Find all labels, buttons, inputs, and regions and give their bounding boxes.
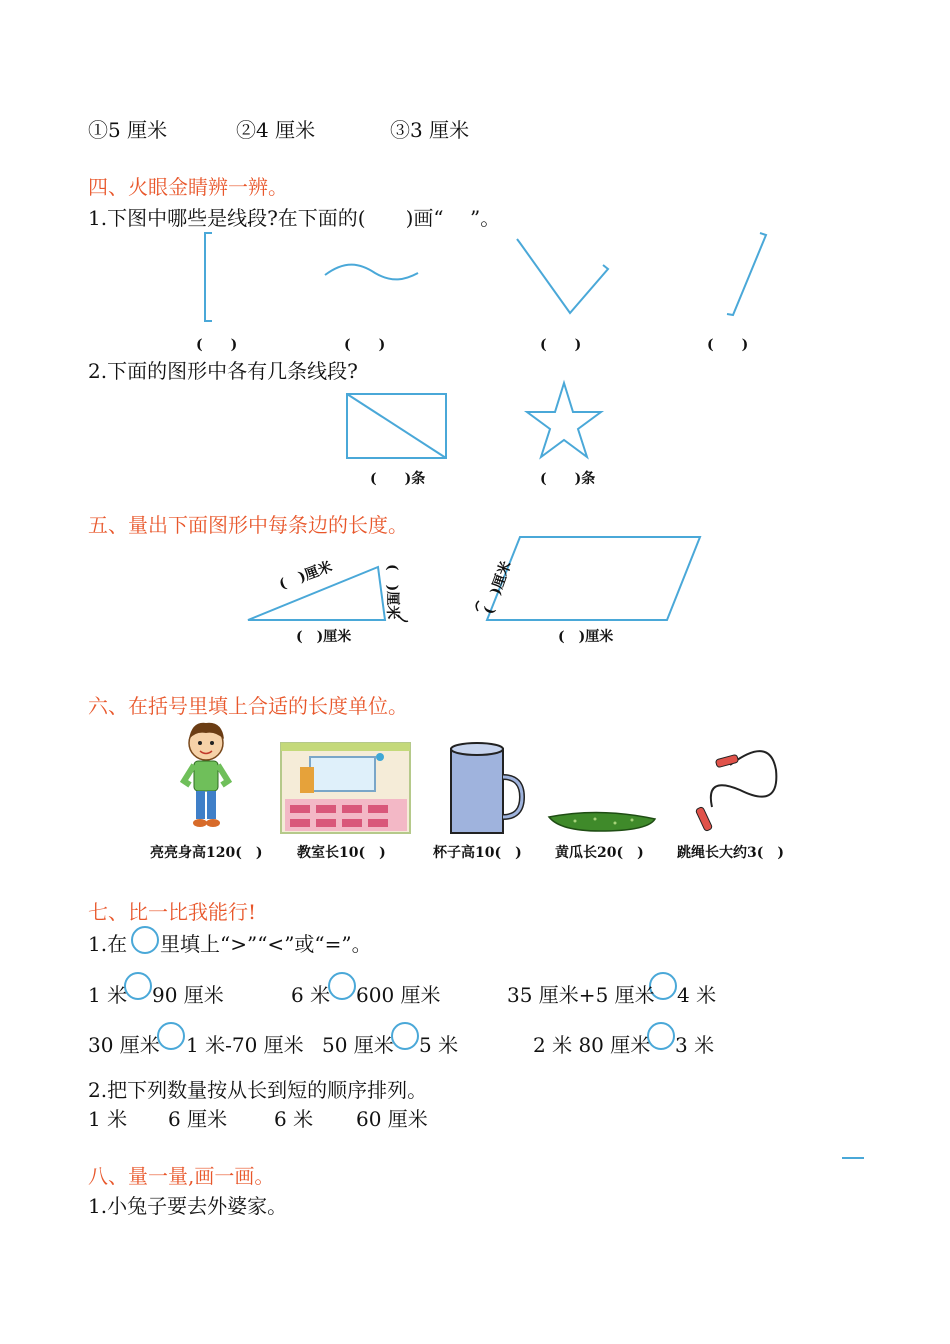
circle-2a	[158, 1023, 184, 1049]
section-7-title: 七、比一比我能行!	[88, 900, 257, 924]
row1c-right: 4 米	[677, 983, 717, 1007]
caption-classroom: 教室长10( )	[297, 845, 386, 861]
bracket-line	[205, 233, 212, 321]
section-5-title: 五、量出下面图形中每条边的长度。	[88, 513, 408, 537]
item-1m: 1 米	[88, 1107, 128, 1131]
circle-1b	[329, 973, 355, 999]
caption-cup: 杯子高10( )	[433, 845, 522, 861]
paren-2: ( )	[344, 337, 386, 353]
section-4-question-2: 2.下面的图形中各有几条线段?	[88, 359, 358, 383]
cucumber-picture	[549, 812, 655, 831]
parallelogram-base-label: ( )厘米	[558, 629, 614, 645]
caption-cucumber: 黄瓜长20( )	[555, 845, 644, 861]
units-pictures	[0, 715, 950, 845]
triangle-hypotenuse-label: ( )厘米	[277, 558, 335, 593]
triangle-side-label: ( )厘米	[384, 564, 400, 620]
paren-3: ( )	[540, 337, 582, 353]
star-count-label: ( )条	[540, 471, 596, 487]
v-line	[517, 239, 608, 313]
section-8-question-1: 1.小兔子要去外婆家。	[88, 1194, 288, 1218]
circle-2c	[648, 1023, 674, 1049]
paren-4: ( )	[707, 337, 749, 353]
parallelogram-shape	[487, 537, 700, 620]
row2b-left: 50 厘米	[322, 1033, 394, 1057]
triangle-base-label: ( )厘米	[296, 629, 352, 645]
circle-2b	[392, 1023, 418, 1049]
section-6-title: 六、在括号里填上合适的长度单位。	[88, 694, 408, 718]
slash-line	[727, 233, 766, 315]
parallelogram-side-label: ( )厘米	[480, 559, 515, 617]
section-4-title: 四、火眼金睛辨一辨。	[88, 175, 288, 199]
row1b-left: 6 米	[291, 983, 331, 1007]
row2a-right: 1 米-70 厘米	[186, 1033, 304, 1057]
item-6cm: 6 厘米	[168, 1107, 228, 1131]
row1c-left: 35 厘米+5 厘米	[507, 983, 655, 1007]
row2c-left: 2 米 80 厘米	[533, 1033, 651, 1057]
wave-line	[325, 265, 418, 280]
option-3cm: ③3 厘米	[390, 118, 470, 142]
item-60cm: 60 厘米	[356, 1107, 428, 1131]
section-7-question-2: 2.把下列数量按从长到短的顺序排列。	[88, 1078, 428, 1102]
circle-example	[132, 927, 158, 953]
row1a-right: 90 厘米	[152, 983, 224, 1007]
row2a-left: 30 厘米	[88, 1033, 160, 1057]
jump-rope-picture	[695, 751, 776, 831]
item-6m: 6 米	[274, 1107, 314, 1131]
paren-1: ( )	[196, 337, 238, 353]
caption-jump-rope: 跳绳长大约3( )	[677, 845, 784, 861]
row2b-right: 5 米	[419, 1033, 459, 1057]
decorative-dash	[842, 1157, 864, 1159]
option-5cm: ①5 厘米	[88, 118, 168, 142]
rectangle-count-label: ( )条	[370, 471, 426, 487]
count-shapes	[0, 380, 950, 480]
section-8-title: 八、量一量,画一画。	[88, 1164, 275, 1188]
section-7-question-1-pre: 1.在	[88, 932, 128, 956]
cup-picture	[451, 743, 522, 833]
row2c-right: 3 米	[675, 1033, 715, 1057]
measure-shapes	[0, 525, 950, 635]
compare-circles	[0, 900, 950, 1100]
boy-picture	[184, 723, 228, 827]
option-4cm: ②4 厘米	[236, 118, 316, 142]
section-7-question-1-post: 里填上“>”“<”或“=”。	[160, 932, 372, 956]
classroom-picture	[281, 743, 410, 833]
row1a-left: 1 米	[88, 983, 128, 1007]
section-4-question-1: 1.下图中哪些是线段?在下面的( )画“ ”。	[88, 206, 501, 230]
row1b-right: 600 厘米	[356, 983, 441, 1007]
caption-height: 亮亮身高120( )	[150, 845, 263, 861]
line-shapes	[0, 225, 950, 345]
circle-1a	[125, 973, 151, 999]
star-shape	[527, 383, 601, 457]
rectangle-diagonal	[347, 394, 446, 458]
